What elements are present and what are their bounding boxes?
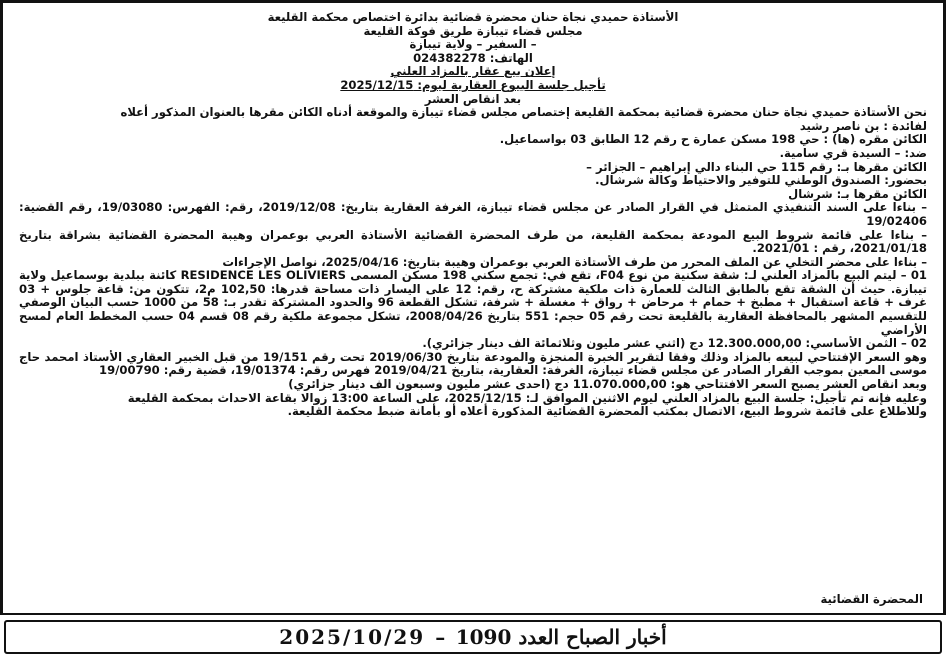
bailiff-statement: نحن الأستاذة حميدي نجاة حنان محضرة قضائية بمحكمة القليعة إختصاص مجلس قضاء تيبازة والموقعة أدناه الكائن مقرها بالعنوان المذكور أعلاه [120, 105, 927, 120]
bailiff-office-line: الأستاذة حميدي نجاة حنان محضرة قضائية بدائرة اختصاص محكمة القليعة [267, 10, 679, 24]
notice-header [19, 11, 927, 106]
signature: المحضرة القضائية [820, 592, 923, 606]
phone-line [19, 52, 927, 66]
defendant-address: الكائن مقرها بـ: رقم 115 حي البناء دالي إبراهيم – الجزائر – [586, 159, 927, 174]
beneficiary-address: الكائن مقره (ها) : حي 198 مسكن عمارة ح رقم 12 الطابق 03 بواسماعيل. [499, 132, 927, 147]
newspaper-issue: أخبار الصباح العدد 1090 [455, 625, 667, 649]
reduced-price: وبعد انقاص العشر يصبح السعر الافتتاحي هو: 11.070.000,00 دج (احدى عشر مليون وسبعون الف دينار جزائري) [288, 377, 927, 392]
enforcement-title: – بناءا على السند التنفيذي المتمثل في القرار الصادر عن مجلس قضاء تيبازة، الغرفة العقارية بتاريخ: 2019/12/08، رقم: الفهرس: 19/03080، رقم القضية: 19/02406 [19, 200, 927, 228]
attendance-address: الكائن مقرها بـ: شرشال [788, 186, 927, 201]
file-abandonment: – بناءا على محضر التخلي عن الملف المحرر من طرف الأستاذة العربي بوعمران وهيبة بتاريخ: 2025/04/16، نواصل الإجراءات [222, 254, 927, 269]
notice-body [19, 106, 927, 419]
defendant: ضد: – السيدة قري سامية. [779, 145, 927, 160]
property-description: 01 – ليتم البيع بالمزاد العلني لـ: شقة سكنية من نوع F04، تقع في: تجمع سكني 198 مسكن المسمى RESIDENCE LES OLIVIERS كائنة ببلدية بوسماعيل ولاية تيبازة. حيث أن الشقة تقع بالطابق الثالث للعمارة ذات ملكية مشتركة ح، رقم: 12 على اليسار ذات مساحة قدرها: 102,50 م2، تتكون من: قاعة جلوس + 03 غرف + قاعة استقبال + مطبخ + حمام + مرحاض + رواق + مغسلة + شرفة، تشكل القطعة 96 والحدود المشتركة تقدر بـ: 58 من 1000 حسب البيان الوصفي للتقسيم المشهر بالمحافظة العقارية بالقليعة تحت رقم 05 حجم: 551 بتاريخ 2008/04/26، تشكل مجموعة ملكية رقم 08 قسم 04 حسب المخطط العام لمسح الأراضي [19, 268, 928, 337]
beneficiary: لفائدة : بن ناصر رشيد [799, 118, 927, 133]
publication-date: 2025/10/29 [279, 625, 426, 649]
sale-conditions: – بناءا على قائمة شروط البيع المودعة بمحكمة القليعة، من طرف المحضرة القضائية الأستاذة العربي بوعمران وهيبة المحضرة القضائية بشراقة بتاريخ 2021/01/18، رقم : 2021/01. [19, 227, 927, 256]
postponement-line: تأجيل جلسة البيوع العقارية ليوم: 2025/12/15 [340, 77, 606, 92]
attendance: بحضور: الصندوق الوطني للتوفير والاحتياط وكالة شرشال. [595, 173, 927, 188]
base-price: 02 – الثمن الأساسي: 12.300.000,00 دج (اثني عشر مليون وثلاثمائة الف دينار جزائري). [422, 336, 927, 351]
phone-label: الهاتف: [489, 50, 533, 65]
contact-info: وللاطلاع على قائمة شروط البيع، الاتصال بمكتب المحضرة القضائية المذكورة أعلاه أو بأمانة ضبط محكمة القليعة. [287, 404, 927, 419]
province-line: – السفير – ولاية تيبازة [409, 37, 537, 52]
notice-title: إعلان بيع عقار بالمزاد العلني [390, 64, 556, 79]
opening-price-basis: وهو السعر الإفتتاحي لبيعه بالمزاد وذلك وفقا لتقرير الخبرة المنجزة والمودعة بتاريخ 2019/06/30 تحت رقم 19/151 من قبل الخبير العقاري الأستاذ امحمد حاج موسى المعين بموجب القرار الصادر عن مجلس قضاء تيبازة، الغرفة: العقارية، بتاريخ 2019/04/21 فهرس رقم: 19/01374، قضية رقم: 19/00790 [19, 349, 927, 378]
phone-number: 024382278 [413, 50, 486, 65]
footer-separator: – [435, 625, 446, 649]
court-address-line: مجلس قضاء تيبازة طريق فوكة القليعة [363, 23, 583, 38]
session-postponement: وعليه فإنه تم تأجيل: جلسة البيع بالمزاد العلني ليوم الاثنين الموافق لـ: 2025/12/15، على الساعة 13:00 زوالا بقاعة الاحداث بمحكمة القليعة [127, 390, 927, 405]
reduction-line: بعد انقاص العشر [424, 91, 522, 106]
newspaper-footer [4, 620, 942, 654]
